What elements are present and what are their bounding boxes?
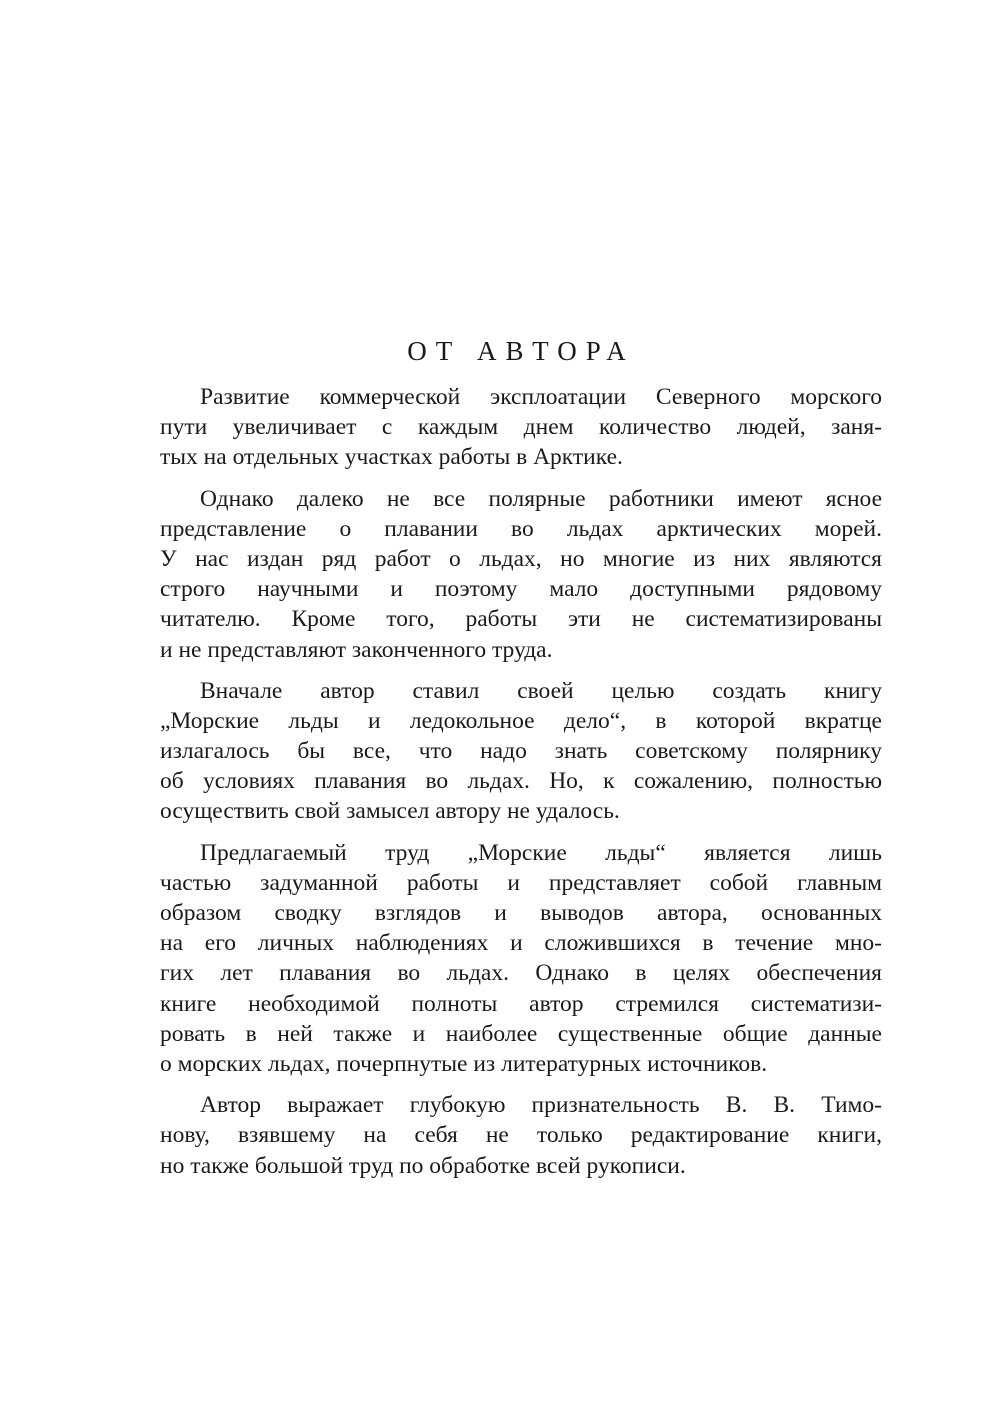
page-title: ОТ АВТОРА xyxy=(407,336,635,366)
paragraph xyxy=(160,676,882,827)
text-line: образом сводку взглядов и выводов автора, основанных xyxy=(160,900,882,926)
text-line: читателю. Кроме того, работы эти не систематизированы xyxy=(160,606,882,633)
text-line: пути увеличивает с каждым днем количество людей, заня- xyxy=(160,414,882,441)
body-text xyxy=(160,382,882,1192)
text-line: У нас издан ряд работ о льдах, но многие из них являются xyxy=(160,545,882,572)
text-line: представление о плавании во льдах арктических морей. xyxy=(160,515,882,542)
text-line: но также большой труд по обработке всей рукописи. xyxy=(160,1152,686,1179)
text-line: Однако далеко не все полярные работники имеют ясное xyxy=(200,485,882,512)
text-line: книге необходимой полноты автор стремился систематизи- xyxy=(160,990,882,1017)
text-line: тых на отдельных участках работы в Арктике. xyxy=(160,444,623,471)
text-line: и не представляют законченного труда. xyxy=(160,636,553,663)
paragraph xyxy=(160,838,882,1080)
text-line: осуществить свой замысел автору не удалось. xyxy=(160,798,620,825)
paragraph xyxy=(160,1090,882,1181)
text-line: на его личных наблюдениях и сложившихся в течение мно- xyxy=(160,930,882,957)
text-line: Автор выражает глубокую признательность В. В. Тимо- xyxy=(200,1092,882,1119)
text-line: нову, взявшему на себя не только редактирование книги, xyxy=(160,1122,882,1149)
text-line: „Морские льды и ледокольное дело“, в которой вкратце xyxy=(160,707,882,734)
text-line: о морских льдах, почерпнутые из литературных источников. xyxy=(160,1050,768,1077)
text-line: Вначале автор ставил своей целью создать книгу xyxy=(200,677,882,704)
text-line: Предлагаемый труд „Морские льды“ является лишь xyxy=(200,839,882,866)
paragraph xyxy=(160,484,882,665)
text-line: Развитие коммерческой эксплоатации Северного морского xyxy=(200,384,882,410)
text-line: гих лет плавания во льдах. Однако в целях обеспечения xyxy=(160,960,882,987)
paragraph xyxy=(160,382,882,473)
text-line: частью задуманной работы и представляет собой главным xyxy=(160,869,882,896)
text-line: об условиях плавания во льдах. Но, к сожалению, полностью xyxy=(160,768,882,795)
text-line: излагалось бы все, что надо знать советскому полярнику xyxy=(160,738,882,765)
text-line: ровать в ней также и наиболее существенные общие данные xyxy=(160,1020,882,1047)
text-line: строго научными и поэтому мало доступными рядовому xyxy=(160,576,882,603)
